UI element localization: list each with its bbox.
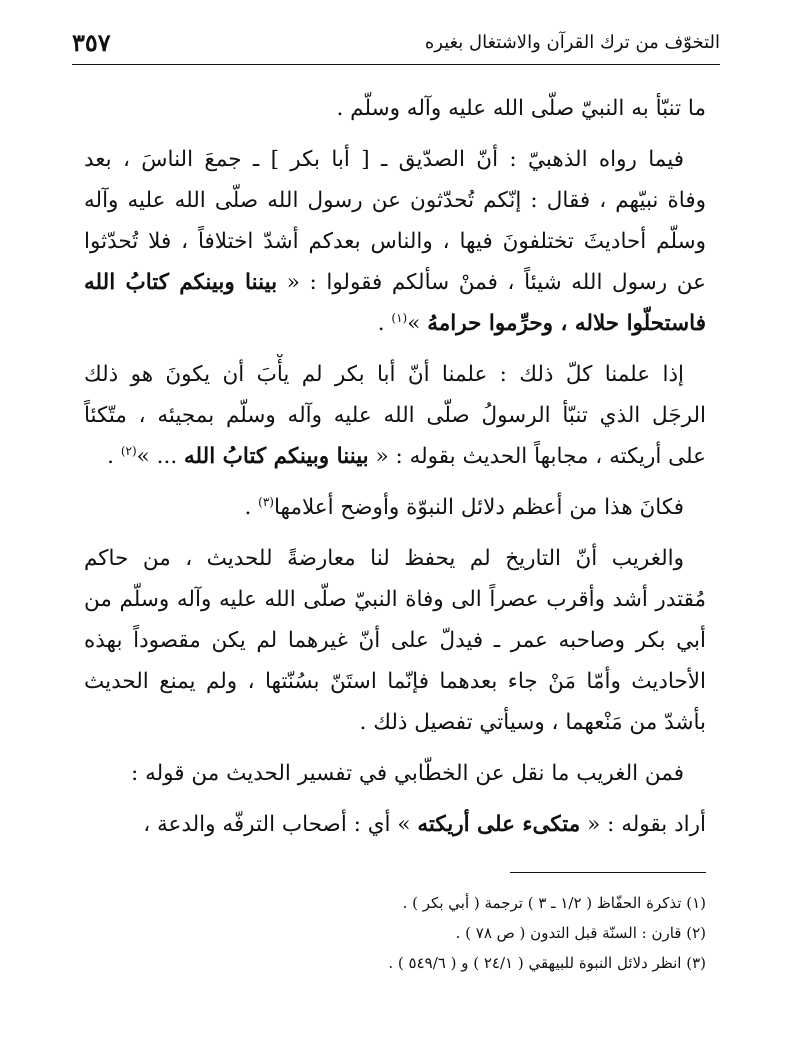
text-line	[84, 180, 706, 221]
header-title: التخوّف من ترك القرآن والاشتغال بغيره	[424, 32, 720, 53]
text-run: أراد بقوله : «	[580, 812, 706, 837]
main-text	[84, 88, 706, 855]
footnotes	[84, 888, 706, 978]
text-line	[84, 262, 706, 303]
text-run: مُقتدر أشد وأقرب عصراً الى وفاة النبيّ صلّى الله عليه وآله وسلّم من	[84, 587, 706, 612]
bold-quote: بيننا وبينكم كتابُ الله	[84, 270, 278, 295]
text-run: فيما رواه الذهبيّ : أنّ الصدّيق ـ [ أبا بكر ] ـ جمعَ الناسَ ، بعد	[84, 147, 684, 172]
text-line	[84, 487, 706, 528]
text-run: إذا علمنا كلّ ذلك : علمنا أنّ أبا بكر لم يأْبَ أن يكونَ هو ذلك	[84, 362, 684, 387]
footnote-ref: (٣)	[258, 494, 274, 509]
text-line	[84, 661, 706, 702]
text-run: الرجَل الذي تنبّأ الرسولُ صلّى الله عليه وآله وسلّم بمجيئه ، متّكئاً	[84, 403, 706, 428]
text-run: .	[377, 311, 392, 336]
paragraph	[84, 354, 706, 477]
text-line	[84, 620, 706, 661]
text-line	[84, 702, 706, 743]
text-run: الأحاديث وأمّا مَنْ جاء بعدهما فإنّما استَنّ بسُنّتها ، ولم يمنع الحديث	[84, 669, 706, 694]
text-line	[84, 753, 706, 794]
text-line	[84, 221, 706, 262]
text-run: فمن الغريب ما نقل عن الخطّابي في تفسير الحديث من قوله :	[131, 761, 684, 786]
paragraph	[84, 88, 706, 129]
text-run: فكانَ هذا من أعظم دلائل النبوّة وأوضح أعلامها	[273, 495, 684, 520]
text-run: على أريكته ، مجابهاً الحديث بقوله : «	[368, 444, 706, 469]
running-header	[72, 28, 720, 65]
text-run: .	[244, 495, 259, 520]
text-run: »	[407, 311, 428, 336]
text-run: والغريب أنّ التاريخ لم يحفظ لنا معارضةً للحديث ، من حاكم	[84, 546, 684, 571]
footnote-ref: (٢)	[120, 443, 137, 458]
text-run: بأشدّ من مَنْعهما ، وسيأتي تفصيل ذلك .	[359, 710, 706, 735]
paragraph	[84, 139, 706, 344]
text-run: عن رسول الله شيئاً ، فمنْ سألكم فقولوا : «	[277, 270, 706, 295]
bold-quote: بيننا وبينكم كتابُ الله	[184, 444, 369, 469]
bold-quote: متكىء على أريكته	[417, 812, 581, 837]
text-line	[84, 579, 706, 620]
footnote: (٢) قارن : السنّة قبل التدون ( ص ٧٨ ) .	[455, 924, 706, 942]
text-line	[84, 139, 706, 180]
text-run: وفاة نبيّهم ، فقال : إنّكم تُحدّثون عن رسول الله صلّى الله عليه وآله	[84, 188, 706, 213]
text-run: ... »	[136, 444, 184, 469]
paragraph	[84, 487, 706, 528]
text-run: أبي بكر وصاحبه عمر ـ فيدلّ على أنّ غيرهما لم يكن مقصوداً بهذه	[84, 628, 706, 653]
paragraph	[84, 538, 706, 743]
bold-quote: فاستحلّوا حلاله ، وحرِّموا حرامهُ	[427, 311, 706, 336]
text-run: » أي : أصحاب الترفّه والدعة ،	[143, 812, 418, 837]
text-run: .	[107, 444, 121, 469]
text-line	[84, 804, 706, 845]
text-line	[84, 88, 706, 129]
footnote-separator	[510, 872, 706, 873]
footnote: (٣) انظر دلائل النبوة للبيهقي ( ٢٤/١ ) و ( ٥٤٩/٦ ) .	[388, 954, 706, 972]
footnote: (١) تذكرة الحفّاظ ( ١/٢ ـ ٣ ) ترجمة ( أبي بكر ) .	[402, 894, 706, 912]
text-line	[84, 354, 706, 395]
paragraph	[84, 753, 706, 794]
text-line	[84, 303, 706, 344]
text-line	[84, 538, 706, 579]
paragraph	[84, 804, 706, 845]
text-line	[84, 395, 706, 436]
text-run: وسلّم أحاديثَ تختلفونَ فيها ، والناس بعدكم أشدّ اختلافاً ، فلا تُحدّثوا	[84, 229, 706, 254]
text-line	[84, 436, 706, 477]
page-number: ٣٥٧	[72, 28, 111, 57]
footnote-ref: (١)	[391, 310, 408, 325]
text-run: ما تنبّأ به النبيّ صلّى الله عليه وآله وسلّم .	[336, 96, 706, 121]
